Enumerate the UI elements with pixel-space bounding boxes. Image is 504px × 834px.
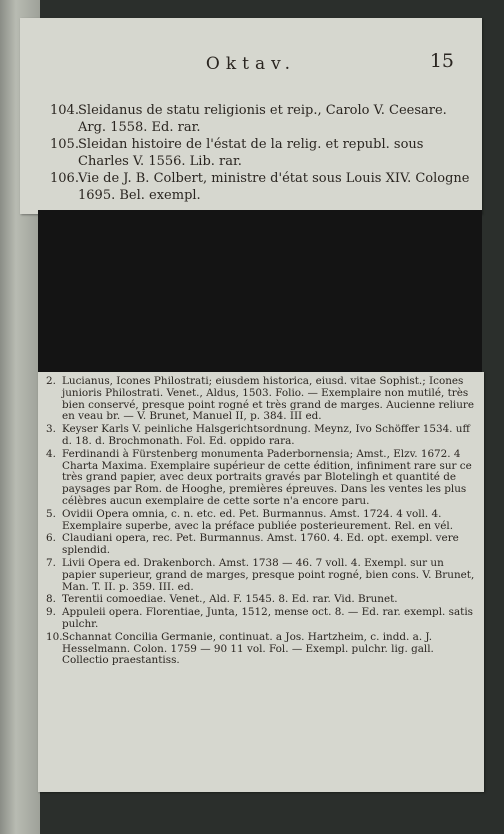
running-head: Oktav. [205, 54, 297, 74]
entry-number: 3. [46, 423, 56, 436]
entry-text: Livii Opera ed. Drakenborch. Amst. 1738 — 46. 7 voll. 4. Exempl. sur un papier superieur, grand de marges, presque point rogné, bien cons. V. Brunet, Man. T. II. p. 359. III. ed. [62, 556, 475, 593]
list-item [46, 607, 476, 631]
list-item [46, 558, 476, 593]
list-item [46, 376, 476, 423]
entry-text: Claudiani opera, rec. Pet. Burmannus. Amst. 1760. 4. Ed. opt. exempl. vere splendid. [62, 532, 459, 557]
entry-text: Ovidii Opera omnia, c. n. etc. ed. Pet. Burmannus. Amst. 1724. 4 voll. 4. Exemplaire superbe, avec la préface publiée posterieurement. Rel. en vél. [62, 507, 454, 532]
list-item [46, 509, 476, 533]
entry-number: 105. [50, 137, 79, 152]
entry-text: Sleidan histoire de l'éstat de la relig. et republ. sous Charles V. 1556. Lib. rar. [78, 137, 424, 169]
upper-page-slip [20, 18, 482, 214]
list-item [50, 102, 470, 136]
lower-page-slip [38, 372, 484, 792]
entry-number: 7. [46, 556, 56, 569]
entry-number: 6. [46, 532, 56, 545]
list-item [46, 424, 476, 448]
entry-number: 2. [46, 375, 56, 387]
entry-number: 9. [46, 606, 56, 619]
entries-top [50, 102, 470, 204]
redaction-band [38, 210, 482, 380]
list-item [50, 136, 470, 170]
entry-number: 4. [46, 447, 56, 460]
entry-number: 5. [46, 507, 56, 520]
list-item [46, 594, 476, 606]
list-item [50, 170, 470, 204]
entry-text: Lucianus, Icones Philostrati; eiusdem historica, eiusd. vitae Sophist.; Icones junioris Philostrati. Venet., Aldus, 1503. Folio. — Exemplaire non mutilé, très bien conservé, presque point rogné et très grand de marges. Aucienne reliure en veau br. — V. Brunet, Manuel II, p. 384. III ed. [62, 375, 475, 423]
entry-number: 104. [50, 103, 79, 118]
entry-number: 8. [46, 593, 56, 606]
page-number: 15 [429, 50, 454, 72]
entry-text: Schannat Concilia Germanie, continuat. a Jos. Hartzheim, c. indd. a. J. Hesselmann. Colon. 1759 — 90 11 vol. Fol. — Exempl. pulchr. lig. gall. Collectio praestantiss. [62, 630, 434, 667]
entry-number: 10. [46, 630, 63, 643]
entry-text: Keyser Karls V. peinliche Halsgerichtsordnung. Meynz, Ivo Schöffer 1534. uff d. 18. d. Brochmonath. Fol. Ed. oppido rara. [62, 423, 470, 447]
entry-text: Sleidanus de statu religionis et reip., Carolo V. Ceesare. Arg. 1558. Ed. rar. [78, 103, 447, 135]
list-item [46, 533, 476, 557]
entries-bottom [46, 376, 476, 668]
list-item [46, 449, 476, 508]
list-item [46, 632, 476, 667]
entry-text: Appuleii opera. Florentiae, Junta, 1512, mense oct. 8. — Ed. rar. exempl. satis pulchr. [62, 606, 473, 630]
entry-text: Terentii comoediae. Venet., Ald. F. 1545. 8. Ed. rar. Vid. Brunet. [62, 593, 398, 606]
entry-number: 106. [50, 171, 79, 186]
entry-text: Ferdinandi à Fürstenberg monumenta Paderbornensia; Amst., Elzv. 1672. 4 Charta Maxima. Exemplaire supérieur de cette édition, infiniment rare sur ce très grand papier, avec deux portraits gravés par Blotelingh et quantité de paysages par Rom. de Hooghe, premières épreuves. Dans les ventes les plus célèbres aucun exemplaire de cette sorte n'a encore paru. [62, 447, 472, 507]
entry-text: Vie de J. B. Colbert, ministre d'état sous Louis XIV. Cologne 1695. Bel. exempl. [78, 171, 470, 203]
